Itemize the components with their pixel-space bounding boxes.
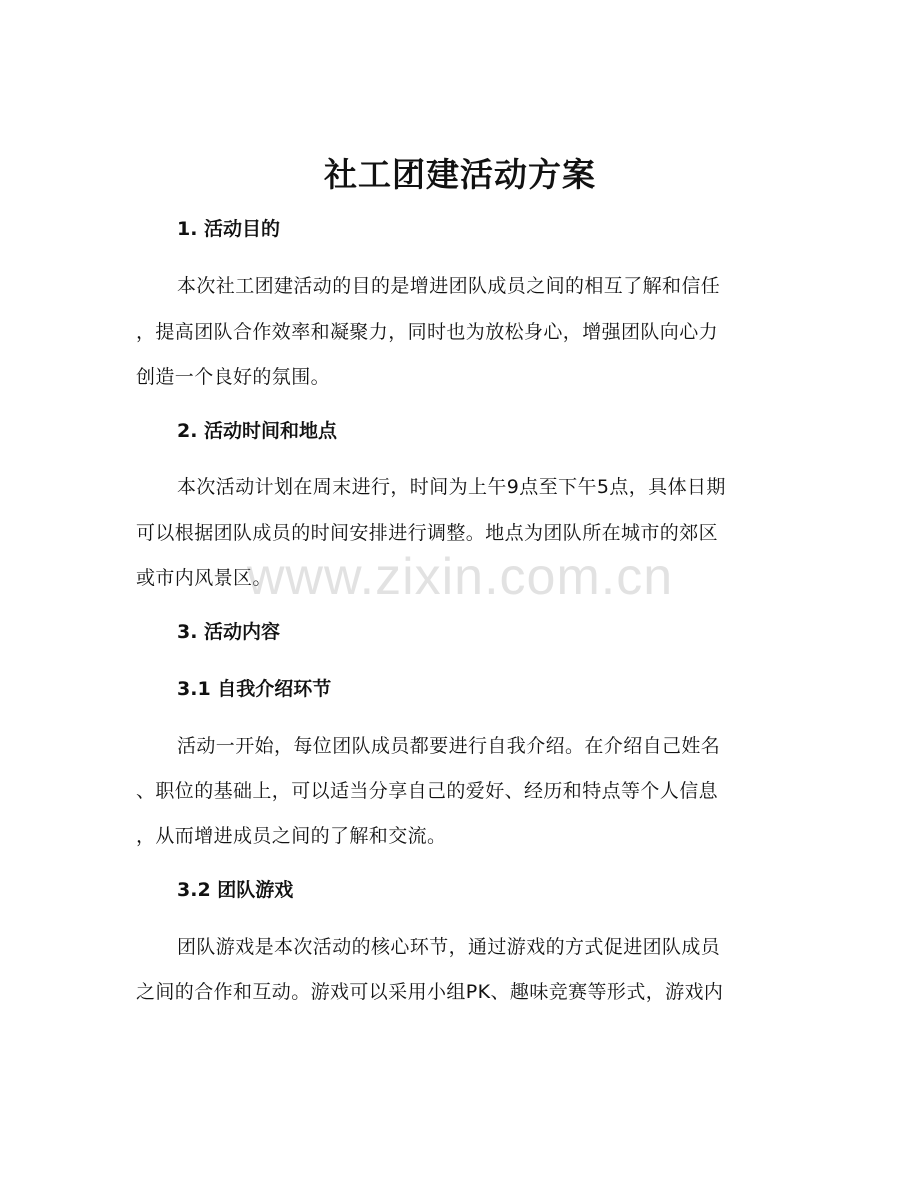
- section-heading-time-place: 2. 活动时间和地点: [177, 420, 338, 442]
- section-heading-content: 3. 活动内容: [177, 621, 281, 643]
- paragraph-line: ，提高团队合作效率和凝聚力，同时也为放松身心，增强团队向心力: [136, 321, 719, 343]
- paragraph-line: 创造一个良好的氛围。: [136, 366, 331, 388]
- paragraph-line: 团队游戏是本次活动的核心环节，通过游戏的方式促进团队成员: [177, 936, 721, 958]
- paragraph-line: 本次活动计划在周末进行，时间为上午9点至下午5点，具体日期: [177, 476, 726, 498]
- paragraph-line: 、职位的基础上，可以适当分享自己的爱好、经历和特点等个人信息: [136, 780, 719, 802]
- paragraph-line: 活动一开始，每位团队成员都要进行自我介绍。在介绍自己姓名: [177, 735, 721, 757]
- paragraph-line: 之间的合作和互动。游戏可以采用小组PK、趣味竞赛等形式，游戏内: [136, 981, 724, 1003]
- watermark: www.zixin.com.cn: [246, 548, 674, 606]
- paragraph-line: 可以根据团队成员的时间安排进行调整。地点为团队所在城市的郊区: [136, 522, 719, 544]
- section-heading-self-intro: 3.1 自我介绍环节: [177, 678, 332, 700]
- paragraph-line: 或市内风景区。: [136, 567, 272, 589]
- paragraph-line: 本次社工团建活动的目的是增进团队成员之间的相互了解和信任: [177, 275, 721, 297]
- section-heading-purpose: 1. 活动目的: [177, 218, 281, 240]
- document-title: 社工团建活动方案: [324, 155, 596, 194]
- paragraph-line: ，从而增进成员之间的了解和交流。: [136, 825, 447, 847]
- section-heading-team-games: 3.2 团队游戏: [177, 879, 294, 901]
